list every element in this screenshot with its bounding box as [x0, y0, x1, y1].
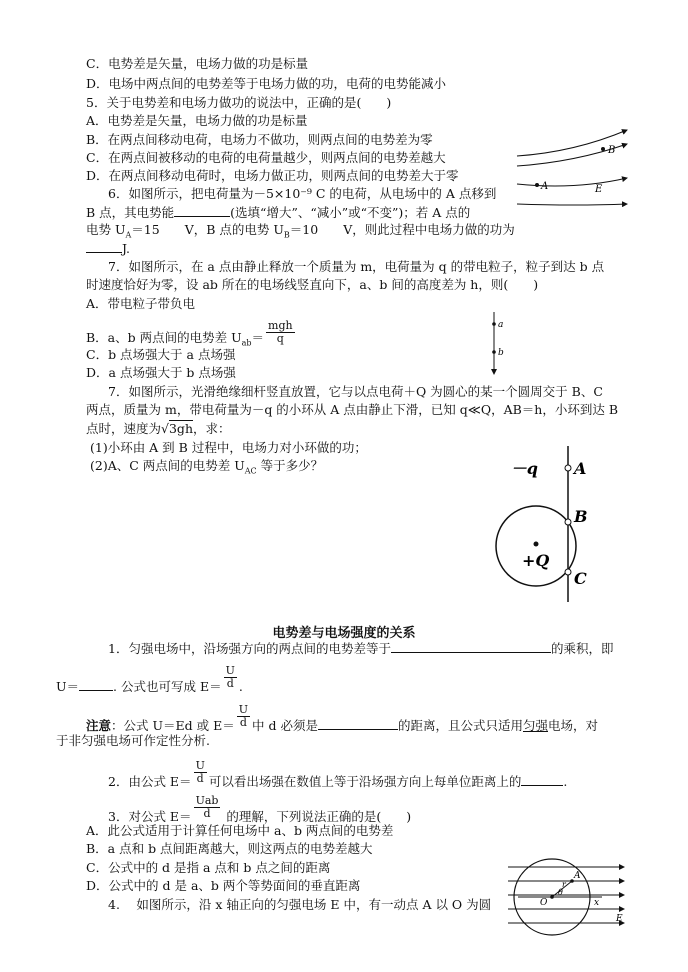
s1-text-d: . 公式也可写成 E＝: [113, 679, 222, 694]
question-6-line3: [86, 222, 515, 244]
s2-text-c: .: [563, 774, 568, 789]
label-b: B: [574, 507, 588, 526]
note-fraction: [237, 704, 250, 729]
q5-option-b: B．在两点间移动电荷，电场力不做功，则两点间的电势差为零: [86, 132, 433, 147]
q6-blank-energy: [174, 204, 230, 217]
question-7b-line1: 7．如图所示，光滑绝缘细杆竖直放置，它与以点电荷＋Q 为圆心的某一个圆周交于 B、C: [108, 384, 603, 399]
s2-numerator: U: [195, 759, 205, 772]
label-neg-q: －q: [510, 459, 538, 478]
charge-q-dot: [534, 542, 539, 547]
figure-circle-rod: [494, 444, 604, 604]
q6-sub-b: B: [283, 230, 290, 240]
option-d-line: D．电场中两点间的电势差等于电场力做的功，电荷的电势能减小: [86, 76, 447, 91]
figure-uniform-field-circle: [506, 853, 631, 938]
section-title: 电势差与电场强度的关系: [272, 626, 416, 641]
q7x-tail: ，求：: [193, 421, 231, 436]
question-5: 5．关于电势差和电场力做功的说法中，正确的是( ): [86, 95, 392, 110]
s3-option-b: B．a 点和 b 点间距离越大，则这两点的电势差越大: [86, 841, 373, 856]
q6-text-a: B 点，其电势能: [86, 205, 175, 220]
s2-text-a: 2．由公式 E＝: [108, 774, 192, 789]
label-o: O: [540, 898, 548, 908]
label-x: x: [594, 898, 600, 908]
s4-line: 4. 如图所示，沿 x 轴正向的匀强电场 E 中，有一动点 A 以 O 为圆: [108, 897, 492, 912]
point-b-dot: [601, 147, 605, 151]
s3-text-a: 3．对公式 E＝: [108, 809, 192, 824]
q7b-denominator: q: [276, 332, 284, 345]
q6-sub-a: A: [125, 230, 132, 240]
q7x-text: 点时，速度为: [86, 421, 162, 436]
sqrt-sign: √: [161, 421, 169, 436]
label-theta: θ: [558, 888, 563, 897]
figure-field-lines: [515, 122, 635, 212]
s2-line: [108, 759, 568, 795]
s1-text-b: 的乘积，即: [550, 641, 614, 656]
note-line2: 于非匀强电场可作定性分析.: [56, 733, 210, 748]
q5-option-d: D．在两点间移动电荷时，电场力做正功，则两点间的电势差大于零: [86, 168, 459, 183]
s1-text-a: 1．匀强电场中，沿场强方向的两点间的电势差等于: [108, 641, 391, 656]
s3-denominator: d: [203, 807, 211, 820]
s1-fraction: [224, 665, 237, 690]
question-7b-part2: [90, 458, 323, 480]
point-a-dot: [492, 322, 496, 326]
note-label: 注意: [86, 718, 112, 733]
note-blank-distance: [318, 717, 398, 730]
s1-blank-u: [79, 678, 113, 691]
label-a: A: [574, 871, 581, 881]
q7b-fraction: [266, 320, 295, 345]
label-r: r: [562, 880, 566, 889]
q5-option-c: C．在两点间被移动的电荷的电荷量越少，则两点间的电势差越大: [86, 150, 446, 165]
point-a-dot: [535, 183, 539, 187]
label-a: a: [498, 320, 504, 330]
s2-denominator: d: [196, 772, 204, 785]
note-text-a: ：公式 U＝Ed 或 E＝: [111, 718, 235, 733]
q7b-eq: ＝: [251, 330, 265, 345]
s1-text-c: U＝: [56, 679, 80, 694]
q7x-radicand: 3gh: [168, 421, 193, 436]
s3-fraction: [194, 795, 221, 820]
note-numerator: U: [238, 703, 249, 716]
label-a: A: [541, 181, 549, 192]
q7b-sub: ab: [241, 338, 252, 348]
s3-option-c: C．公式中的 d 是指 a 点和 b 点之间的距离: [86, 860, 331, 875]
question-7b-line2: 两点，质量为 m，带电荷量为－q 的小环从 A 点由静止下滑，已知 q≪Q，AB＝h，小环到达 B: [86, 402, 619, 417]
question-7-line1: 7．如图所示，在 a 点由静止释放一个质量为 m，电荷量为 q 的带电粒子，粒子到达 b 点: [108, 259, 605, 274]
s1-period: .: [238, 679, 243, 694]
q7-option-a: A．带电粒子带负电: [86, 296, 196, 311]
s3-numerator: Uab: [195, 794, 219, 807]
option-c-line: C．电势差是矢量，电场力做的功是标量: [86, 56, 309, 71]
label-e: E: [595, 184, 603, 195]
q7-option-d: D．a 点场强大于 b 点场强: [86, 365, 236, 380]
q7b-numerator: mgh: [268, 319, 293, 332]
ring-c: [565, 569, 571, 575]
q7b-text: B．a、b 两点间的电势差 U: [86, 330, 242, 345]
question-7b-part1: (1)小环由 A 到 B 过程中，电场力对小环做的功；: [90, 440, 367, 455]
note-text-d: 电场，对: [548, 718, 599, 733]
label-c: C: [574, 569, 587, 588]
q5-option-a: A．电势差是矢量，电场力做的功是标量: [86, 113, 308, 128]
s3-option-a: A．此公式适用于计算任何电场中 a、b 两点间的电势差: [86, 823, 394, 838]
question-6-line4: [86, 240, 130, 257]
ring-a: [565, 465, 571, 471]
q6-unit: J.: [122, 241, 131, 256]
q7x5-text: (2)A、C 两点间的电势差 U: [90, 458, 245, 473]
note-text-b: 中 d 必须是: [252, 718, 318, 733]
s3-text-b: 的理解，下列说法正确的是( ): [222, 809, 412, 824]
s1-numerator: U: [225, 664, 235, 677]
s1-line2: [56, 664, 243, 700]
s1-line1: [108, 640, 613, 657]
question-6-line1: 6．如图所示，把电荷量为－5×10⁻⁹ C 的电荷，从电场中的 A 点移到: [108, 186, 497, 201]
question-6-line2: [86, 204, 470, 221]
label-b: b: [498, 348, 504, 358]
label-e: E: [616, 914, 623, 924]
q6-text-e: ＝10 V，则此过程中电场力做的功为: [289, 222, 515, 237]
q7x5-sub: AC: [244, 466, 257, 476]
note-text-c: 的距离，且公式只适用: [397, 718, 523, 733]
field-line-4: [517, 204, 627, 205]
q7-option-c: C．b 点场强大于 a 点场强: [86, 347, 236, 362]
s1-blank-product: [391, 640, 551, 653]
note-denominator: d: [239, 716, 247, 729]
label-a: A: [574, 459, 587, 478]
q7x5-tail: 等于多少？: [256, 458, 324, 473]
ring-b: [565, 519, 571, 525]
s2-blank: [521, 773, 563, 786]
q6-text-c: 电势 U: [86, 222, 126, 237]
question-7b-line3: [86, 421, 231, 437]
note-uniform: 匀强: [522, 718, 548, 733]
s3-option-d: D．公式中的 d 是 a、b 两个等势面间的垂直距离: [86, 878, 361, 893]
question-7-line2: 时速度恰好为零，设 ab 所在的电场线竖直向下，a、b 间的高度差为 h，则( ): [86, 277, 539, 292]
field-line-3: [517, 178, 627, 186]
s1-denominator: d: [226, 677, 234, 690]
q6-blank-work: [86, 240, 122, 253]
s2-text-b: 可以看出场强在数值上等于沿场强方向上每单位距离上的: [208, 774, 522, 789]
s2-fraction: [194, 760, 207, 785]
point-b-dot: [492, 350, 496, 354]
q6-text-b: (选填“增大”、“减小”或“不变”)；若 A 点的: [230, 205, 471, 220]
label-b: B: [608, 145, 616, 156]
point-o: [550, 895, 554, 899]
label-pos-q: +Q: [522, 551, 550, 570]
figure-vertical-line: [488, 310, 518, 380]
q6-text-d: ＝15 V，B 点的电势 U: [131, 222, 284, 237]
